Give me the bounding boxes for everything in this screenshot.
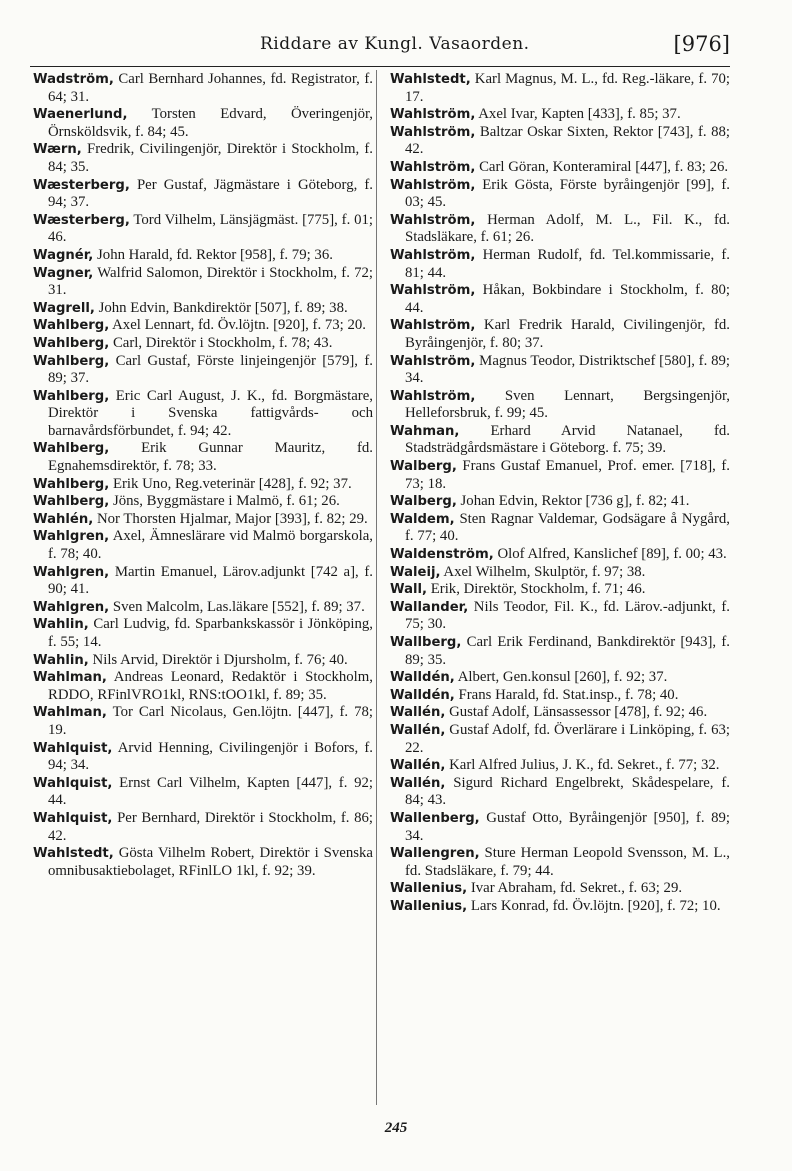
- register-entry: [33, 353, 373, 388]
- entry-surname: Wahlin,: [33, 617, 89, 633]
- register-entry: [390, 880, 730, 898]
- entry-surname: Wagnér,: [33, 247, 94, 263]
- entry-surname: Wahlberg,: [33, 388, 110, 404]
- register-entry: [390, 177, 730, 212]
- entry-surname: Wahlquist,: [33, 740, 113, 756]
- register-entry: [33, 528, 373, 563]
- entry-surname: Wallén,: [390, 705, 446, 721]
- entry-details: Ivar Abraham, fd. Sekret., f. 63; 29.: [470, 880, 683, 897]
- register-entry: [390, 669, 730, 687]
- entry-details: Johan Edvin, Rektor [736 g], f. 82; 41.: [460, 493, 690, 510]
- entry-surname: Wahlén,: [33, 511, 94, 527]
- entry-details: Sigurd Richard Engelbrekt, Skådespelare, f. 84; 43.: [405, 774, 730, 809]
- header-rule: [30, 66, 730, 67]
- register-entry: [33, 775, 373, 810]
- entry-surname: Wallenius,: [390, 898, 468, 914]
- entry-details: Ernst Carl Vilhelm, Kapten [447], f. 92; 44.: [48, 774, 373, 809]
- register-entry: [33, 335, 373, 353]
- register-entry: [33, 247, 373, 265]
- register-entry: [33, 177, 373, 212]
- entry-surname: Wærn,: [33, 142, 82, 158]
- entry-surname: Wahlgren,: [33, 599, 110, 615]
- entry-surname: Wallén,: [390, 775, 446, 791]
- register-entry: [390, 317, 730, 352]
- entry-details: Olof Alfred, Kanslichef [89], f. 00; 43.: [497, 546, 727, 563]
- entry-details: Carl Erik Ferdinand, Bankdirektör [943], f. 89; 35.: [405, 634, 731, 668]
- register-entry: [33, 599, 373, 617]
- entry-surname: Wahlstedt,: [33, 846, 114, 862]
- register-entry: [33, 511, 373, 529]
- register-entry: [33, 564, 373, 599]
- entry-surname: Wahlström,: [390, 353, 476, 369]
- register-entry: [390, 212, 730, 247]
- entry-details: Sten Ragnar Valdemar, Godsägare å Nygård, f. 77; 40.: [405, 510, 730, 545]
- register-entry: [390, 845, 730, 880]
- register-entry: [33, 476, 373, 494]
- entry-surname: Wallén,: [390, 722, 446, 738]
- entry-details: Sven Lennart, Bergsingenjör, Helleforsbruk, f. 99; 45.: [405, 387, 731, 422]
- entry-surname: Wahlman,: [33, 670, 107, 686]
- entry-details: Carl Gustaf, Förste linjeingenjör [579], f. 89; 37.: [48, 352, 373, 387]
- register-entry: [390, 124, 730, 159]
- entry-surname: Wall,: [390, 582, 428, 598]
- entry-surname: Wadström,: [33, 72, 114, 87]
- column-divider: [376, 70, 377, 1105]
- running-title: Riddare av Kungl. Vasaorden.: [260, 34, 530, 54]
- entry-surname: Wahlin,: [33, 652, 89, 668]
- entry-details: Eric Carl August, J. K., fd. Borgmästare, Direktör i Svenska fattigvårds- och barnavårdsförbundet, f. 94; 42.: [48, 387, 373, 439]
- entry-details: Martin Emanuel, Lärov.adjunkt [742 a], f. 90; 41.: [48, 563, 373, 598]
- entry-details: Arvid Henning, Civilingenjör i Bofors, f. 94; 34.: [48, 739, 373, 774]
- entry-surname: Wahlman,: [33, 705, 107, 721]
- register-entry: [33, 493, 373, 511]
- register-entry: [33, 212, 373, 247]
- entry-surname: Wahlström,: [390, 247, 476, 263]
- entry-details: Karl Alfred Julius, J. K., fd. Sekret., f. 77; 32.: [449, 757, 720, 774]
- entry-surname: Walldén,: [390, 687, 455, 703]
- entry-surname: Walberg,: [390, 494, 457, 510]
- register-entry: [33, 71, 373, 106]
- register-entry: [390, 493, 730, 511]
- entry-surname: Wahlström,: [390, 177, 476, 193]
- register-entry: [390, 282, 730, 317]
- register-entry: [33, 740, 373, 775]
- entry-surname: Wahlström,: [390, 124, 476, 140]
- register-entry: [390, 599, 730, 634]
- register-entry: [33, 141, 373, 176]
- entry-surname: Wallén,: [390, 758, 446, 774]
- entry-details: Per Bernhard, Direktör i Stockholm, f. 86; 42.: [48, 809, 373, 844]
- right-column: [390, 71, 730, 916]
- entry-surname: Wahlgren,: [33, 564, 110, 580]
- entry-surname: Wallenius,: [390, 881, 468, 897]
- register-entry: [390, 423, 730, 458]
- entry-details: Nils Teodor, Fil. K., fd. Lärov.-adjunkt, f. 75; 30.: [405, 598, 730, 633]
- entry-surname: Wahlberg,: [33, 318, 110, 334]
- register-entry: [33, 388, 373, 441]
- entry-details: Axel, Ämneslärare vid Malmö borgarskola, f. 78; 40.: [48, 528, 373, 563]
- entry-details: Walfrid Salomon, Direktör i Stockholm, f. 72; 31.: [48, 264, 373, 299]
- entry-details: Frans Gustaf Emanuel, Prof. emer. [718], f. 73; 18.: [405, 458, 730, 492]
- register-entry: [33, 845, 373, 880]
- entry-details: Gustaf Adolf, Länsassessor [478], f. 92; 46.: [449, 704, 708, 721]
- entry-surname: Wahlgren,: [33, 529, 110, 545]
- register-entry: [390, 810, 730, 845]
- entry-surname: Wahlström,: [390, 388, 476, 404]
- entry-surname: Wallengren,: [390, 846, 480, 862]
- entry-details: Sven Malcolm, Las.läkare [552], f. 89; 37.: [112, 598, 365, 615]
- register-entry: [33, 669, 373, 704]
- register-entry: [390, 704, 730, 722]
- register-entry: [33, 440, 373, 475]
- entry-details: Torsten Edvard, Överingenjör, Örnsköldsvik, f. 84; 45.: [48, 106, 373, 140]
- entry-surname: Wahlberg,: [33, 476, 110, 492]
- entry-details: Axel Lennart, fd. Öv.löjtn. [920], f. 73; 20.: [112, 317, 366, 334]
- entry-details: Fredrik, Civilingenjör, Direktör i Stockholm, f. 84; 35.: [48, 141, 374, 175]
- entry-details: Erik, Direktör, Stockholm, f. 71; 46.: [430, 581, 646, 598]
- register-entry: [390, 581, 730, 599]
- entry-details: John Edvin, Bankdirektör [507], f. 89; 38.: [98, 299, 348, 316]
- register-entry: [33, 265, 373, 300]
- entry-details: Andreas Leonard, Redaktör i Stockholm, RDDO, RFinlVRO1kl, RNS:tOO1kl, f. 89; 35.: [48, 669, 373, 703]
- register-entry: [390, 634, 730, 669]
- register-entry: [390, 722, 730, 757]
- entry-surname: Wallenberg,: [390, 810, 480, 826]
- register-entry: [390, 353, 730, 388]
- entry-details: Jöns, Byggmästare i Malmö, f. 61; 26.: [112, 493, 340, 510]
- entry-details: John Harald, fd. Rektor [958], f. 79; 36.: [97, 246, 333, 263]
- register-entry: [390, 71, 730, 106]
- entry-details: Nor Thorsten Hjalmar, Major [393], f. 82; 29.: [96, 510, 368, 527]
- register-entry: [390, 388, 730, 423]
- entry-details: Carl Göran, Konteramiral [447], f. 83; 26.: [479, 158, 729, 175]
- entry-details: Gustaf Otto, Byråingenjör [950], f. 89; 34.: [405, 809, 731, 844]
- entry-surname: Wahlberg,: [33, 494, 110, 510]
- entry-details: Gösta Vilhelm Robert, Direktör i Svenska omnibusaktiebolaget, RFinlLO 1kl, f. 92; 39.: [48, 845, 373, 879]
- entry-details: Herman Rudolf, fd. Tel.kommissarie, f. 81; 44.: [405, 246, 730, 281]
- entry-surname: Wahlberg,: [33, 335, 110, 351]
- entry-details: Baltzar Oskar Sixten, Rektor [743], f. 88; 42.: [405, 123, 731, 158]
- register-entry: [390, 775, 730, 810]
- entry-details: Magnus Teodor, Distriktschef [580], f. 89; 34.: [405, 352, 730, 387]
- left-column: [33, 71, 373, 880]
- register-entry: [390, 247, 730, 282]
- entry-details: Erik Gösta, Förste byråingenjör [99], f. 03; 45.: [405, 176, 731, 211]
- page-number: 245: [384, 1120, 408, 1136]
- entry-surname: Wallberg,: [390, 635, 462, 650]
- entry-details: Per Gustaf, Jägmästare i Göteborg, f. 94; 37.: [48, 176, 373, 211]
- entry-surname: Wahlberg,: [33, 353, 110, 369]
- entry-details: Håkan, Bokbindare i Stockholm, f. 80; 44.: [405, 282, 730, 316]
- register-entry: [33, 106, 373, 141]
- entry-surname: Wahlquist,: [33, 775, 113, 791]
- entry-details: Karl Fredrik Harald, Civilingenjör, fd. Byråingenjör, f. 80; 37.: [405, 317, 730, 351]
- register-entry: [390, 757, 730, 775]
- entry-surname: Wahlström,: [390, 107, 476, 123]
- register-entry: [33, 300, 373, 318]
- entry-details: Lars Konrad, fd. Öv.löjtn. [920], f. 72; 10.: [470, 897, 721, 914]
- entry-details: Karl Magnus, M. L., fd. Reg.-läkare, f. 70; 17.: [405, 71, 731, 105]
- register-entry: [390, 159, 730, 177]
- register-entry: [390, 106, 730, 124]
- entry-surname: Wahlquist,: [33, 810, 113, 826]
- entry-surname: Wagner,: [33, 265, 94, 281]
- entry-details: Frans Harald, fd. Stat.insp., f. 78; 40.: [458, 686, 679, 703]
- entry-details: Albert, Gen.konsul [260], f. 92; 37.: [457, 669, 668, 686]
- register-entry: [390, 898, 730, 916]
- entry-surname: Wahlström,: [390, 159, 476, 175]
- entry-details: Sture Herman Leopold Svensson, M. L., fd. Stadsläkare, f. 79; 44.: [405, 845, 730, 879]
- entry-surname: Waleij,: [390, 564, 441, 580]
- register-entry: [390, 687, 730, 705]
- entry-surname: Waenerlund,: [33, 107, 128, 123]
- entry-details: Gustaf Adolf, fd. Överlärare i Linköping, f. 63; 22.: [405, 721, 730, 756]
- register-entry: [33, 616, 373, 651]
- page-code: [976]: [673, 32, 730, 56]
- entry-details: Carl, Direktör i Stockholm, f. 78; 43.: [112, 334, 333, 351]
- page-header: [30, 34, 730, 64]
- entry-surname: Walberg,: [390, 459, 457, 475]
- entry-details: Axel Wilhelm, Skulptör, f. 97; 38.: [443, 563, 646, 580]
- entry-surname: Wæsterberg,: [33, 212, 130, 228]
- register-entry: [33, 810, 373, 845]
- register-entry: [33, 652, 373, 670]
- entry-surname: Waldenström,: [390, 547, 494, 563]
- entry-surname: Wahlberg,: [33, 441, 110, 457]
- entry-surname: Walldén,: [390, 670, 455, 686]
- entry-details: Carl Bernhard Johannes, fd. Registrator, f. 64; 31.: [48, 71, 374, 105]
- entry-surname: Wagrell,: [33, 300, 95, 316]
- entry-surname: Wallander,: [390, 599, 469, 615]
- register-entry: [33, 704, 373, 739]
- register-entry: [390, 564, 730, 582]
- register-entry: [33, 317, 373, 335]
- entry-surname: Wahman,: [390, 423, 460, 439]
- entry-details: Tor Carl Nicolaus, Gen.löjtn. [447], f. 78; 19.: [48, 704, 373, 738]
- entry-surname: Wæsterberg,: [33, 177, 130, 193]
- register-entry: [390, 458, 730, 493]
- entry-surname: Wahlström,: [390, 212, 476, 228]
- entry-surname: Wahlstedt,: [390, 72, 471, 87]
- entry-details: Carl Ludvig, fd. Sparbankskassör i Jönköping, f. 55; 14.: [48, 616, 373, 650]
- entry-surname: Waldem,: [390, 511, 455, 527]
- entry-details: Erik Gunnar Mauritz, fd. Egnahemsdirektör, f. 78; 33.: [48, 440, 374, 475]
- entry-details: Tord Vilhelm, Länsjägmäst. [775], f. 01; 46.: [48, 211, 373, 246]
- register-entry: [390, 546, 730, 564]
- entry-details: Erhard Arvid Natanael, fd. Stadsträdgårdsmästare i Göteborg. f. 75; 39.: [405, 422, 730, 457]
- entry-details: Herman Adolf, M. L., Fil. K., fd. Stadsläkare, f. 61; 26.: [405, 211, 730, 246]
- entry-surname: Wahlström,: [390, 283, 476, 299]
- entry-details: Erik Uno, Reg.veterinär [428], f. 92; 37.: [112, 475, 352, 492]
- entry-details: Axel Ivar, Kapten [433], f. 85; 37.: [478, 106, 681, 123]
- register-entry: [390, 511, 730, 546]
- entry-details: Nils Arvid, Direktör i Djursholm, f. 76; 40.: [92, 651, 348, 668]
- entry-surname: Wahlström,: [390, 318, 476, 334]
